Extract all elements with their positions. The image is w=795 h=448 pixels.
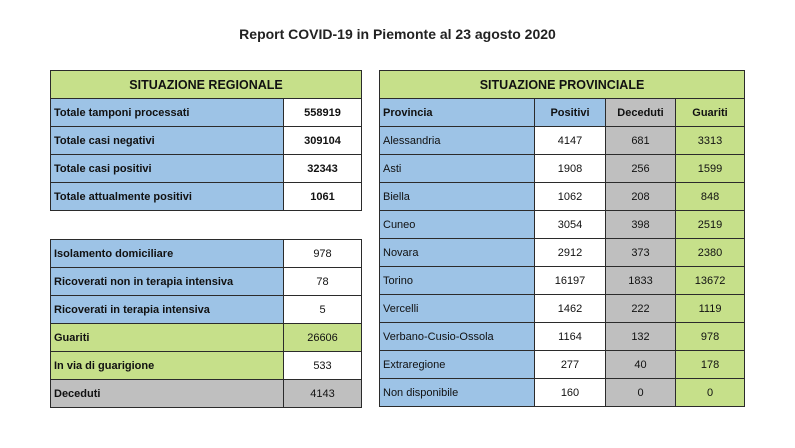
cell-positivi: 3054 (535, 211, 606, 239)
table-row (380, 211, 745, 239)
column-header-provincia: Provincia (380, 99, 535, 127)
row-value: 978 (284, 240, 362, 268)
cell-positivi: 2912 (535, 239, 606, 267)
table-row (380, 155, 745, 183)
row-label: Totale attualmente positivi (51, 183, 284, 211)
cell-provincia: Verbano-Cusio-Ossola (380, 323, 535, 351)
provincial-table (379, 70, 745, 407)
cell-deceduti: 0 (606, 379, 676, 407)
row-value: 533 (284, 352, 362, 380)
row-value: 558919 (284, 99, 362, 127)
cell-positivi: 1164 (535, 323, 606, 351)
cell-provincia: Non disponibile (380, 379, 535, 407)
table-row (380, 267, 745, 295)
row-value: 1061 (284, 183, 362, 211)
table-row (380, 239, 745, 267)
row-label: Isolamento domiciliare (51, 240, 284, 268)
row-label: Ricoverati in terapia intensiva (51, 296, 284, 324)
cell-positivi: 1908 (535, 155, 606, 183)
row-value: 26606 (284, 324, 362, 352)
cell-deceduti: 40 (606, 351, 676, 379)
row-label: Totale tamponi processati (51, 99, 284, 127)
cell-positivi: 277 (535, 351, 606, 379)
table-row (51, 240, 362, 268)
cell-guariti: 2519 (676, 211, 745, 239)
table-row (51, 155, 362, 183)
row-value: 78 (284, 268, 362, 296)
cell-positivi: 1062 (535, 183, 606, 211)
row-label: In via di guarigione (51, 352, 284, 380)
page-title: Report COVID-19 in Piemonte al 23 agosto 2020 (239, 26, 556, 42)
table-row (51, 352, 362, 380)
cell-deceduti: 222 (606, 295, 676, 323)
column-header-positivi: Positivi (535, 99, 606, 127)
cell-deceduti: 256 (606, 155, 676, 183)
cell-provincia: Novara (380, 239, 535, 267)
table-row (51, 296, 362, 324)
cell-deceduti: 208 (606, 183, 676, 211)
column-header-row (380, 99, 745, 127)
cell-provincia: Biella (380, 183, 535, 211)
cell-provincia: Extraregione (380, 351, 535, 379)
provincial-header: SITUAZIONE PROVINCIALE (380, 71, 745, 99)
column-header-deceduti: Deceduti (606, 99, 676, 127)
cell-deceduti: 1833 (606, 267, 676, 295)
table-row (380, 295, 745, 323)
row-label: Deceduti (51, 380, 284, 408)
cell-guariti: 2380 (676, 239, 745, 267)
cell-guariti: 0 (676, 379, 745, 407)
cell-guariti: 13672 (676, 267, 745, 295)
cell-positivi: 1462 (535, 295, 606, 323)
cell-provincia: Asti (380, 155, 535, 183)
cell-deceduti: 132 (606, 323, 676, 351)
table-row (51, 324, 362, 352)
cell-provincia: Cuneo (380, 211, 535, 239)
cell-guariti: 1599 (676, 155, 745, 183)
table-row (51, 380, 362, 408)
row-label: Ricoverati non in terapia intensiva (51, 268, 284, 296)
cell-guariti: 978 (676, 323, 745, 351)
table-row (380, 323, 745, 351)
regional-header: SITUAZIONE REGIONALE (51, 71, 362, 99)
table-row (380, 379, 745, 407)
cell-positivi: 16197 (535, 267, 606, 295)
cell-deceduti: 681 (606, 127, 676, 155)
cell-provincia: Torino (380, 267, 535, 295)
cell-positivi: 4147 (535, 127, 606, 155)
row-value: 4143 (284, 380, 362, 408)
row-label: Guariti (51, 324, 284, 352)
table-row (380, 127, 745, 155)
cell-positivi: 160 (535, 379, 606, 407)
cell-guariti: 848 (676, 183, 745, 211)
row-value: 309104 (284, 127, 362, 155)
cell-guariti: 178 (676, 351, 745, 379)
row-label: Totale casi negativi (51, 127, 284, 155)
table-row (51, 127, 362, 155)
cell-provincia: Vercelli (380, 295, 535, 323)
cell-guariti: 1119 (676, 295, 745, 323)
cell-deceduti: 398 (606, 211, 676, 239)
row-value: 32343 (284, 155, 362, 183)
table-row (51, 268, 362, 296)
cell-deceduti: 373 (606, 239, 676, 267)
row-label: Totale casi positivi (51, 155, 284, 183)
cell-provincia: Alessandria (380, 127, 535, 155)
regional-summary-table (50, 70, 362, 211)
table-row (51, 99, 362, 127)
table-row (51, 183, 362, 211)
table-row (380, 351, 745, 379)
column-header-guariti: Guariti (676, 99, 745, 127)
cell-guariti: 3313 (676, 127, 745, 155)
table-row (380, 183, 745, 211)
regional-detail-table (50, 239, 362, 408)
row-value: 5 (284, 296, 362, 324)
